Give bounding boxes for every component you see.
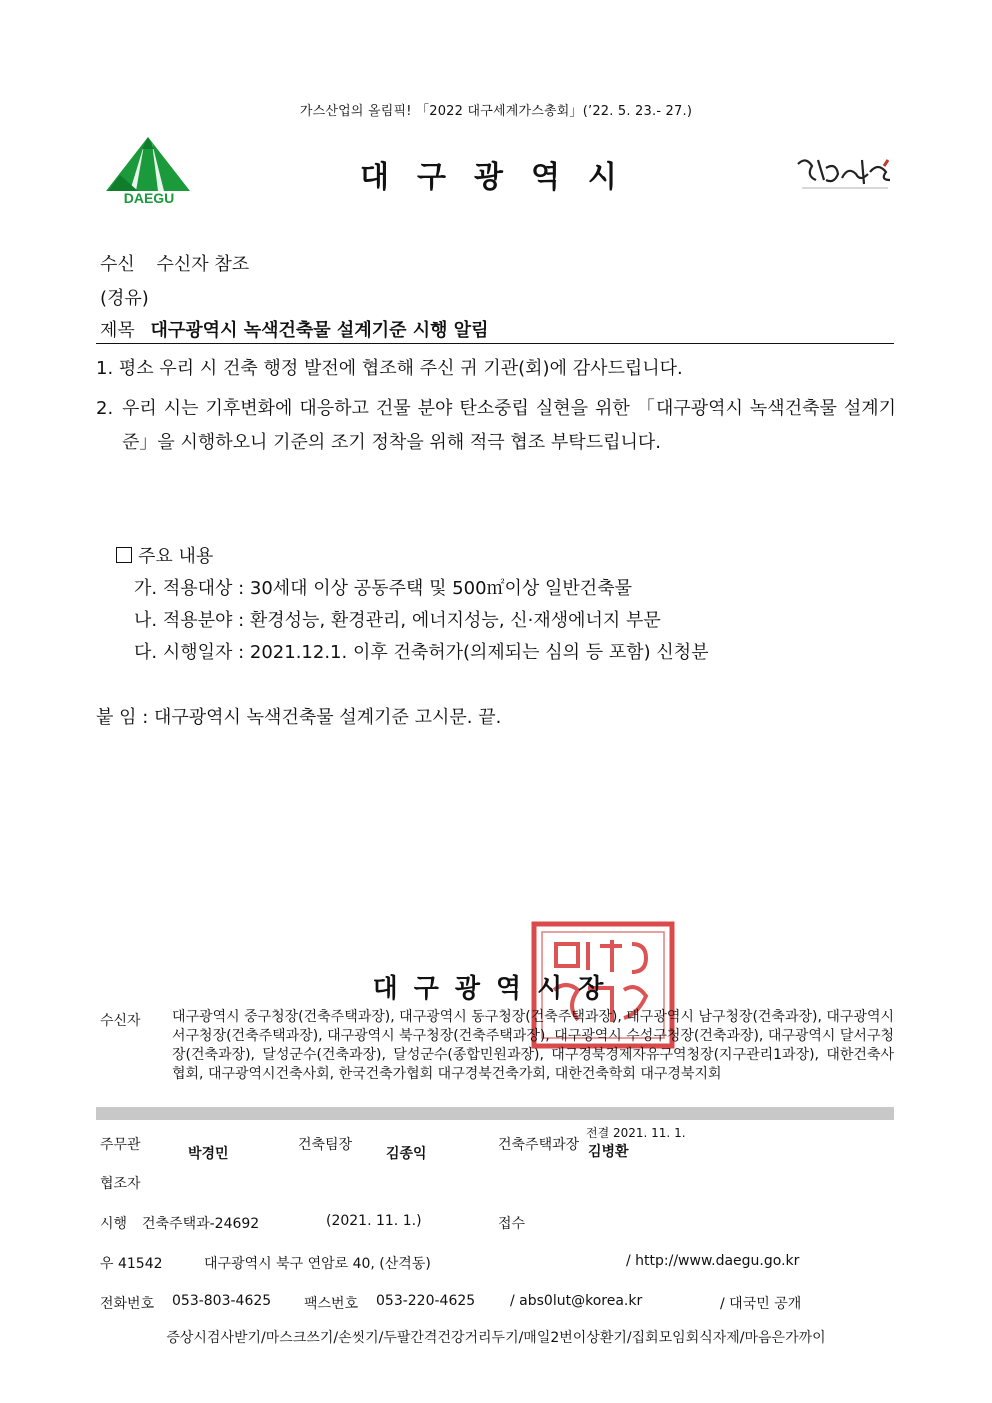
recipients-list: 대구광역시 중구청장(건축주택과장), 대구광역시 동구청장(건축주택과장), 대구광역시 남구청장(건축과장), 대구광역시 서구청장(건축주택과장), 대구광역시 북구청장(건축주택과장), 대구광역시 수성구청장(건축과장), 대구광역시 달서구청장(건축과장), 달성군수(건축과장), 달성군수(종합민원과장), 대구경북경제자유구역청장(지구관리1과장), 대한건축사협회, 대구광역시건축사회, 한국건축가협회 대구경북건축가회, 대한건축학회 대구경북지회	[172, 1009, 894, 1082]
key-point-item: 가. 적용대상 : 30세대 이상 공동주택 및 500㎡이상 일반건축물	[134, 578, 632, 599]
divider-band	[96, 1107, 894, 1120]
recipient-label: 수신	[100, 254, 135, 275]
enforce-date: (2021. 11. 1.)	[326, 1213, 422, 1229]
drafter-name: 박경민	[188, 1146, 229, 1162]
header-slogan: 가스산업의 올림픽! 「2022 대구세계가스총회」(’22. 5. 23.- 27.)	[299, 104, 693, 119]
cooperator-label: 협조자	[100, 1176, 141, 1192]
receipt-label: 접수	[498, 1216, 526, 1232]
mayor-title: 대구광역시장	[372, 974, 620, 1004]
enforce-label: 시행	[100, 1216, 128, 1232]
org-title: 대구광역시	[360, 160, 645, 195]
key-point-item: 다. 시행일자 : 2021.12.1. 이후 건축허가(의제되는 심의 등 포함) 신청분	[134, 642, 709, 663]
paragraph-2-body: 우리 시는 기후변화에 대응하고 건물 분야 탄소중립 실현을 위한 「대구광역시 녹색건축물 설계기준」을 시행하오니 기준의 조기 정착을 위해 적극 협조 부탁드립니다.	[122, 398, 896, 453]
phone-number: 053-803-4625	[172, 1293, 272, 1309]
postal-code: 우 41542	[100, 1256, 163, 1272]
brand-slogan-logo	[792, 150, 896, 194]
paragraph-2	[96, 392, 896, 460]
chief-label: 건축주택과장	[498, 1137, 580, 1153]
calligraphy-logo-icon	[792, 150, 896, 194]
key-point-item: 나. 적용분야 : 환경성능, 환경관리, 에너지성능, 신·재생에너지 부문	[134, 610, 661, 631]
chief-name: 김병환	[588, 1144, 629, 1160]
subject-line	[100, 316, 489, 342]
fax-label: 팩스번호	[304, 1296, 359, 1312]
phone-label: 전화번호	[100, 1296, 155, 1312]
paragraph-1: 1. 평소 우리 시 건축 행정 발전에 협조해 주신 귀 기관(회)에 감사드립니다.	[96, 358, 683, 379]
key-points-heading	[116, 542, 213, 568]
recipient-line	[100, 250, 249, 276]
recipient-value: 수신자 참조	[156, 254, 250, 275]
logo-text: DAEGU	[123, 190, 175, 206]
fax-number: 053-220-4625	[376, 1293, 476, 1309]
drafter-label: 주무관	[100, 1137, 141, 1153]
recipients-label: 수신자	[100, 1013, 141, 1029]
team-leader-name: 김종익	[386, 1146, 427, 1162]
enforce-number: 건축주택과-24692	[142, 1216, 260, 1232]
subject-title: 대구광역시 녹색건축물 설계기준 시행 알림	[150, 320, 489, 341]
key-points-label: 주요 내용	[138, 546, 214, 567]
daegu-logo	[100, 135, 196, 211]
checkbox-icon	[116, 547, 132, 563]
website-link[interactable]: / http://www.daegu.go.kr	[626, 1253, 800, 1269]
via-label: (경유)	[100, 288, 149, 309]
final-approval-note: 전결 2021. 11. 1.	[586, 1126, 686, 1140]
campaign-slogan: 증상시검사받기/마스크쓰기/손씻기/두팔간격건강거리두기/매일2번이상환기/집회모임회식자제/마음은가까이	[166, 1330, 826, 1346]
office-address: 대구광역시 북구 연암로 40, (산격동)	[204, 1256, 431, 1272]
attachment-line: 붙 임 : 대구광역시 녹색건축물 설계기준 고시문. 끝.	[96, 707, 502, 728]
disclosure-status: / 대국민 공개	[720, 1296, 802, 1312]
team-leader-label: 건축팀장	[298, 1137, 353, 1153]
paragraph-2-number: 2.	[96, 398, 114, 419]
subject-label: 제목	[100, 320, 135, 341]
email-link[interactable]: / abs0lut@korea.kr	[510, 1293, 643, 1309]
subject-divider	[96, 343, 894, 344]
